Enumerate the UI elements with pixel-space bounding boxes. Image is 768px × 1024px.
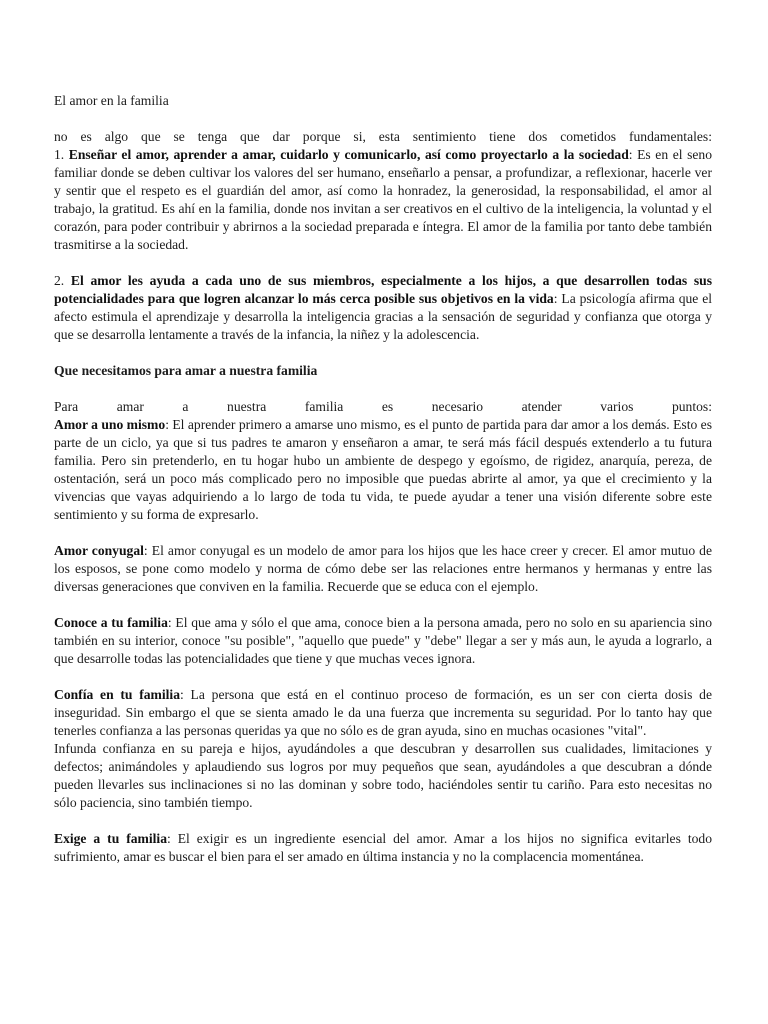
point1-text: : Es en el seno familiar donde se deben cultivar los valores del ser humano, enseñarlo a pensar, a profundizar, a reflexionar, hacerle ver y sentir que el respeto es el guardián del amor, así como la honradez, la generosidad, la responsabilidad, el amor al trabajo, la gratitud. Es ahí en la familia, donde nos invitan a ser creativos en el cultivo de la inteligencia, la voluntad y el corazón, para poder contribuir y abrirnos a la sociedad preparada e íntegra. El amor de la familia por tanto debe también trasmitirse a la sociedad. — [54, 147, 712, 252]
item-label: Amor conyugal — [54, 543, 144, 558]
item-paragraph-amor-uno-mismo — [54, 398, 712, 524]
item-text: : El amor conyugal es un modelo de amor para los hijos que les hace creer y crecer. El amor mutuo de los esposos, se pone como modelo y norma de cómo debe ser las relaciones entre hermanos y hermanas y entre las diversas generaciones que conviven en la familia. Recuerde que se educa con el ejemplo. — [54, 543, 713, 594]
section-heading: Que necesitamos para amar a nuestra familia — [54, 363, 318, 378]
document-page — [54, 92, 712, 884]
item-paragraph-amor-conyugal — [54, 542, 712, 596]
point2-text: : La psicología afirma que el afecto estimula el aprendizaje y desarrolla la inteligencia gracias a la sensación de seguridad y confianza que otorga y que se desarrolla lentamente a través de la infancia, la niñez y la adolescencia. — [54, 291, 713, 342]
point2-heading: El amor les ayuda a cada uno de sus miembros, especialmente a los hijos, a que desarrollen todas sus potencialidades para que logren alcanzar lo más cerca posible sus objetivos en la vida — [54, 273, 712, 306]
item-label: Confía en tu familia — [54, 687, 181, 702]
intro-lead: no es algo que se tenga que dar porque si, esta sentimiento tiene dos cometidos fundamentales: — [54, 129, 712, 144]
intro-paragraph — [54, 128, 712, 254]
point2-paragraph — [54, 272, 712, 344]
point1-heading: Enseñar el amor, aprender a amar, cuidarlo y comunicarlo, así como proyectarlo a la sociedad — [68, 147, 629, 162]
item-text: : La persona que está en el continuo proceso de formación, es un ser con cierta dosis de inseguridad. Sin embargo el que se sienta amado le da una fuerza que incrementa su seguridad. Por lo tanto hay que tenerles confianza a las personas queridas ya que no sólo es de gran ayuda, sino en muchas ocasiones "vital". — [54, 687, 712, 738]
point1-number: 1. — [54, 147, 69, 162]
point2-number: 2. — [54, 273, 71, 288]
item-label: Conoce a tu familia — [54, 615, 168, 630]
item-text: : El exigir es un ingrediente esencial del amor. Amar a los hijos no significa evitarles todo sufrimiento, amar es buscar el bien para el ser amado en última instancia y no la complacencia momentánea. — [54, 831, 712, 864]
item-paragraph-exige — [54, 830, 712, 866]
section-lead: Para amar a nuestra familia es necesario atender varios puntos: — [54, 399, 712, 414]
item-paragraph-conoce — [54, 614, 712, 668]
item-continuation: Infunda confianza en su pareja e hijos, ayudándoles a que descubran y desarrollen sus cualidades, limitaciones y defectos; animándoles y aplaudiendo sus logros por muy pequeños que sean, ayudándoles a que descubran a dónde pueden llevarles sus inclinaciones si no las dominan y sobre todo, haciéndoles sentir tu cariño. Para esto necesitas no sólo paciencia, sino también tiempo. — [54, 741, 712, 810]
item-paragraph-confia — [54, 686, 712, 812]
item-label: Exige a tu familia — [54, 831, 167, 846]
item-text: : El que ama y sólo el que ama, conoce bien a la persona amada, pero no solo en su apariencia sino también en su interior, conoce "su posible", "aquello que puede" y "debe" llegar a ser y más aun, le ayuda a lograrlo, a que desarrolle todas las potencialidades que tiene y que muchas veces ignora. — [54, 615, 712, 666]
item-label: Amor a uno mismo — [54, 417, 166, 432]
document-title: El amor en la familia — [54, 93, 169, 108]
item-text: : El aprender primero a amarse uno mismo, es el punto de partida para dar amor a los demás. Esto es parte de un ciclo, ya que si tus padres te amaron y enseñaron a amar, te será más fácil después extenderlo a tu futura familia. Pero sin pretenderlo, en tu hogar hubo un ambiente de despego y egoísmo, de rigidez, anarquía, pereza, de ostentación, será un poco más complicado pero no imposible que puedas abrirte al amor, ya que el crecimiento y la vivencias que vayas adquiriendo a lo largo de toda tu vida, te puede ayudar a tener una visión diferente sobre este sentimiento y su forma de expresarlo. — [54, 417, 712, 522]
